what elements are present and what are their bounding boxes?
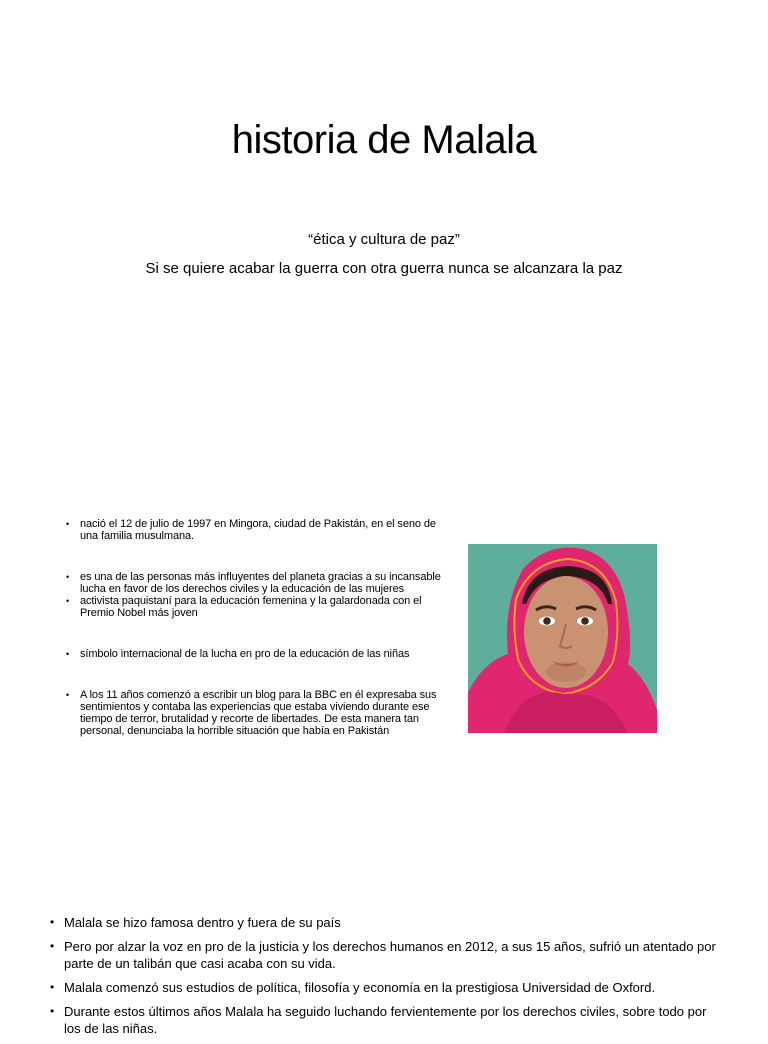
list-item: • Pero por alzar la voz en pro de la justicia y los derechos humanos en 2012, a sus 15 años, sufrió un atentado por parte de un talibán que casi acaba con su vida. [50,938,720,972]
right-iris [581,617,589,625]
subtitle-phrase: Si se quiere acabar la guerra con otra guerra nunca se alcanzara la paz [145,260,623,277]
list-item: • activista paquistaní para la educación femenina y la galardonada con el Premio Nobel más joven [64,595,444,619]
list-item: • es una de las personas más influyentes del planeta gracias a su incansable lucha en favor de los derechos civiles y la educación de las mujeres [64,571,444,595]
bullet-list-top [64,518,444,737]
list-item: • símbolo internacional de la lucha en pro de la educación de las niñas [64,648,444,660]
subtitle-quote: “ética y cultura de paz” [308,231,460,248]
list-item: • nació el 12 de julio de 1997 en Mingora, ciudad de Pakistán, en el seno de una familia musulmana. [64,518,444,542]
list-item: • Malala se hizo famosa dentro y fuera de su país [50,914,720,931]
malala-portrait [468,544,657,733]
list-item: • Durante estos últimos años Malala ha seguido luchando fervientemente por los derechos civiles, sobre todo por los de las niñas. [50,1003,720,1037]
page-title: historia de Malala [231,118,537,162]
bullet-list-bottom [50,914,720,1044]
left-iris [543,617,551,625]
list-item: • A los 11 años comenzó a escribir un blog para la BBC en él expresaba sus sentimientos y contaba las experiencias que estaba viviendo durante ese tiempo de terror, brutalidad y recorte de libertades. De esta manera tan personal, denunciaba la horrible situación que había en Pakistán [64,689,444,737]
list-item: • Malala comenzó sus estudios de política, filosofía y economía en la prestigiosa Universidad de Oxford. [50,979,720,996]
